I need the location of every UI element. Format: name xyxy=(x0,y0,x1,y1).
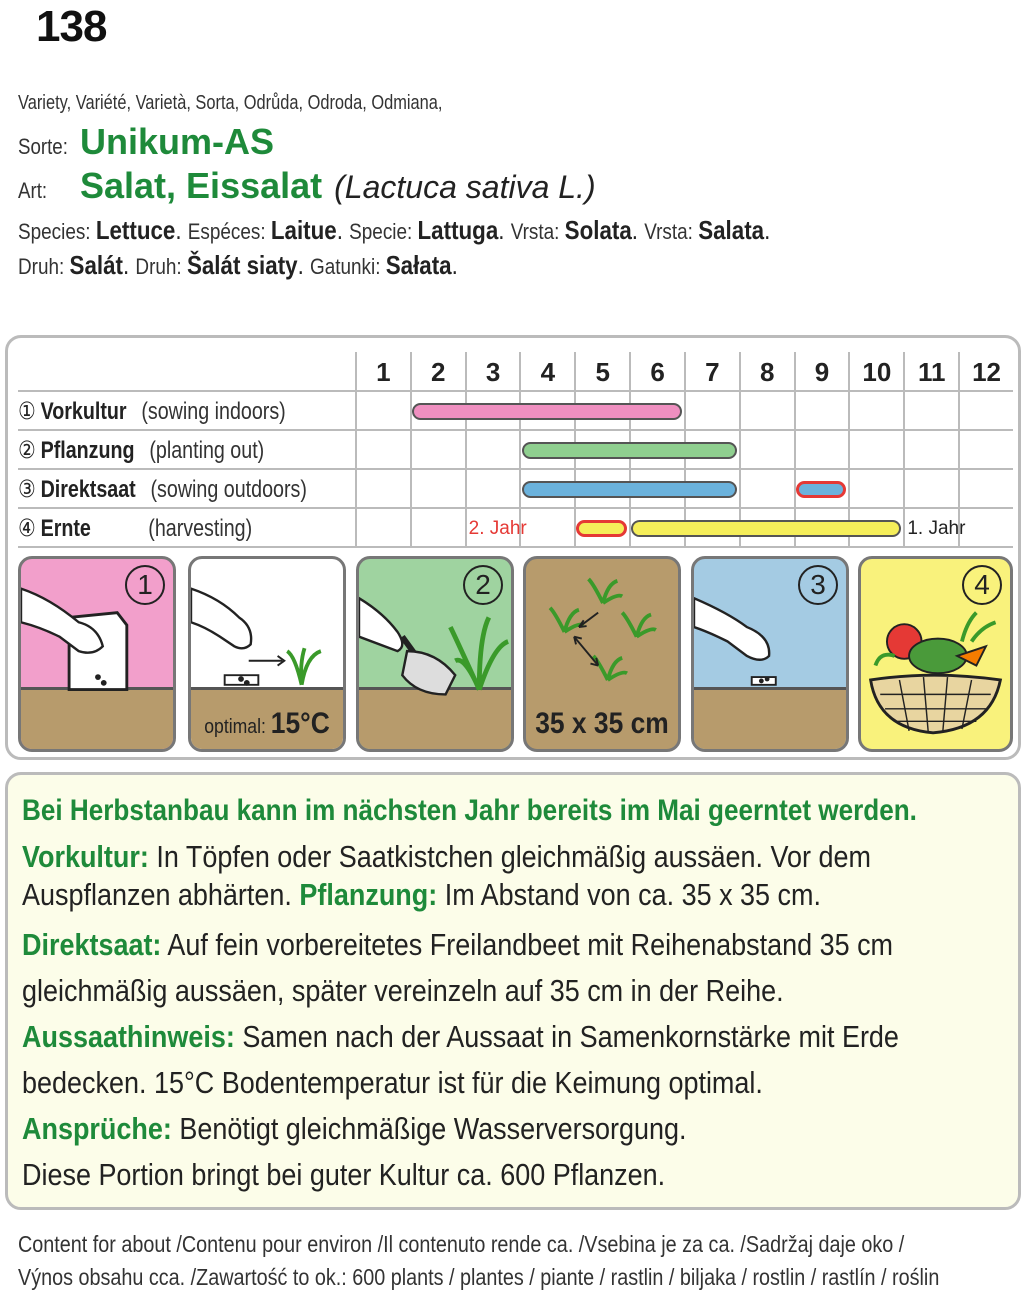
period-bar xyxy=(631,520,901,537)
species-label-7: Gatunki: xyxy=(310,254,386,279)
month-cell xyxy=(739,392,794,429)
period-bar xyxy=(412,403,682,420)
period-bar xyxy=(796,481,847,498)
species-label-0: Species: xyxy=(18,219,96,244)
variety-labels: Variety, Variété, Varietà, Sorta, Odrůda, Odroda, Odmiana, xyxy=(18,92,443,114)
sowing-outdoors-card xyxy=(691,556,849,752)
month-cell xyxy=(739,470,794,507)
month-9: 9 xyxy=(794,352,849,390)
seed-packet-header xyxy=(18,92,1008,281)
species-label-6: Druh: xyxy=(135,254,187,279)
step-number: ② xyxy=(18,437,36,464)
month-cell xyxy=(739,431,794,468)
month-cell xyxy=(410,431,465,468)
month-cell xyxy=(519,509,574,546)
card-label: optimal: 15°C xyxy=(204,707,330,740)
variety-name: Unikum-AS xyxy=(80,121,275,162)
month-10: 10 xyxy=(848,352,903,390)
month-cell xyxy=(903,431,958,468)
month-cell xyxy=(848,392,903,429)
month-cell xyxy=(355,470,410,507)
month-8: 8 xyxy=(739,352,794,390)
portion-text: Diese Portion bringt bei guter Kultur ca. 600 Pflanzen. xyxy=(22,1157,666,1192)
month-cell xyxy=(958,431,1013,468)
vorkultur-label: Vorkultur: xyxy=(22,839,149,874)
step-translation: (sowing outdoors) xyxy=(150,476,307,503)
month-cell xyxy=(958,392,1013,429)
harvest-card xyxy=(858,556,1013,752)
aussaat-label: Aussaathinweis: xyxy=(22,1019,235,1054)
year-2-label: 2. Jahr xyxy=(468,518,527,539)
month-cell xyxy=(355,392,410,429)
step-badge: 1 xyxy=(125,565,165,605)
species-value-6: Šalát siaty xyxy=(186,250,298,280)
description-headline: Bei Herbstanbau kann im nächsten Jahr bereits im Mai geerntet werden. xyxy=(22,794,917,827)
step-translation: (sowing indoors) xyxy=(141,398,286,425)
step-badge: 2 xyxy=(463,565,503,605)
step-name: Vorkultur xyxy=(40,398,127,425)
planting-out-card xyxy=(356,556,514,752)
page-number: 138 xyxy=(36,2,107,51)
footer-line-1: Content for about /Contenu pour environ /Il contenuto rende ca. /Vsebina je za ca. /Sadržaj daje oko / xyxy=(18,1231,905,1257)
ansprueche-label: Ansprüche: xyxy=(22,1111,172,1146)
month-4: 4 xyxy=(519,352,574,390)
step-name: Direktsaat xyxy=(40,476,136,503)
card-label: 35 x 35 cm xyxy=(535,707,669,740)
spacing-card xyxy=(523,556,681,752)
species-value-7: Sałata xyxy=(385,250,452,280)
month-3: 3 xyxy=(465,352,520,390)
month-cell xyxy=(465,431,520,468)
step-badge: 3 xyxy=(798,565,838,605)
art-label: Art: xyxy=(18,178,48,203)
period-bar xyxy=(522,442,737,459)
species-label-1: Espéces: xyxy=(187,219,271,244)
month-cell xyxy=(794,392,849,429)
step-name: Pflanzung xyxy=(40,437,135,464)
species-label-3: Vrsta: xyxy=(510,219,565,244)
description-panel xyxy=(5,772,1021,1210)
calendar-month-header xyxy=(18,352,1013,392)
instruction-icons-row xyxy=(18,556,1013,752)
pflanzung-text: Im Abstand von ca. 35 x 35 cm. xyxy=(437,877,821,912)
species-value-5: Salát xyxy=(69,250,123,280)
step-badge: 4 xyxy=(962,565,1002,605)
pflanzung-label: Pflanzung: xyxy=(299,877,438,912)
step-number: ③ xyxy=(18,476,36,503)
direktsaat-text: Auf fein vorbereitetes Freilandbeet mit Reihenabstand 35 cm xyxy=(161,927,894,962)
footer-line-2: Výnos obsahu cca. /Zawartość to ok.: 600 plants / plantes / piante / rastlin / biljaka / rostlin / rastlín / roślin xyxy=(18,1264,940,1290)
calendar-row-ernte xyxy=(18,509,1013,548)
month-cell xyxy=(903,392,958,429)
species-label-4: Vrsta: xyxy=(644,219,699,244)
aussaat-text: Samen nach der Aussaat in Samenkornstärke mit Erde xyxy=(234,1019,899,1054)
sorte-label: Sorte: xyxy=(18,134,68,159)
direktsaat-label: Direktsaat: xyxy=(22,927,162,962)
calendar-row-pflanzung xyxy=(18,431,1013,470)
month-cell xyxy=(848,431,903,468)
month-5: 5 xyxy=(574,352,629,390)
month-cell xyxy=(684,392,739,429)
species-name: Salat, Eissalat xyxy=(80,165,323,206)
sowing-calendar-panel xyxy=(5,335,1021,760)
species-value-4: Salata xyxy=(698,215,765,245)
month-cell xyxy=(410,470,465,507)
calendar-row-vorkultur xyxy=(18,392,1013,431)
vorkultur-text: In Töpfen oder Saatkistchen gleichmäßig aussäen. Vor dem xyxy=(148,839,871,874)
month-12: 12 xyxy=(958,352,1013,390)
month-cell xyxy=(465,470,520,507)
direktsaat-text-cont: gleichmäßig aussäen, später vereinzeln auf 35 cm in der Reihe. xyxy=(22,973,784,1008)
step-translation: (planting out) xyxy=(149,437,265,464)
calendar-row-label xyxy=(18,509,252,548)
month-7: 7 xyxy=(684,352,739,390)
species-translations-line-1: Species: Lettuce. Espéces: Laitue. Specie: Lattuga. Vrsta: Solata. Vrsta: Salata. xyxy=(18,215,771,245)
month-cell xyxy=(355,431,410,468)
species-label-5: Druh: xyxy=(18,254,70,279)
species-label-2: Specie: xyxy=(349,219,418,244)
month-1: 1 xyxy=(355,352,410,390)
calendar-row-label xyxy=(18,431,264,470)
step-translation: (harvesting) xyxy=(148,515,253,542)
year-1-label: 1. Jahr xyxy=(907,518,966,539)
calendar-row-direktsaat xyxy=(18,470,1013,509)
species-translations-line-2: Druh: Salát. Druh: Šalát siaty. Gatunki: Sałata. xyxy=(18,250,458,280)
month-11: 11 xyxy=(903,352,958,390)
sowing-calendar-grid xyxy=(18,352,1013,548)
month-cell xyxy=(958,470,1013,507)
species-value-2: Lattuga xyxy=(417,215,499,245)
aussaat-text-cont: bedecken. 15°C Bodentemperatur ist für die Keimung optimal. xyxy=(22,1065,763,1100)
calendar-row-label xyxy=(18,470,307,509)
species-value-0: Lettuce xyxy=(95,215,176,245)
month-cell xyxy=(848,470,903,507)
step-number: ④ xyxy=(18,515,36,542)
species-value-1: Laitue xyxy=(270,215,337,245)
period-bar xyxy=(522,481,737,498)
month-cell xyxy=(903,470,958,507)
species-value-3: Solata xyxy=(564,215,632,245)
vorkultur-text-cont: Auspflanzen abhärten. xyxy=(22,877,300,912)
step-number: ① xyxy=(18,398,36,425)
sowing-indoors-card xyxy=(18,556,176,752)
month-cell xyxy=(958,509,1013,546)
calendar-row-label xyxy=(18,392,286,431)
month-cell xyxy=(794,431,849,468)
latin-name: (Lactuca sativa L.) xyxy=(334,169,596,205)
card-label-small: optimal: xyxy=(204,716,271,738)
month-6: 6 xyxy=(629,352,684,390)
footer-content-info xyxy=(18,1228,1018,1294)
germination-card xyxy=(188,556,346,752)
month-cell xyxy=(410,509,465,546)
step-name: Ernte xyxy=(40,515,91,542)
ansprueche-text: Benötigt gleichmäßige Wasserversorgung. xyxy=(171,1111,687,1146)
month-2: 2 xyxy=(410,352,465,390)
period-bar xyxy=(576,520,627,537)
month-cell xyxy=(355,509,410,546)
